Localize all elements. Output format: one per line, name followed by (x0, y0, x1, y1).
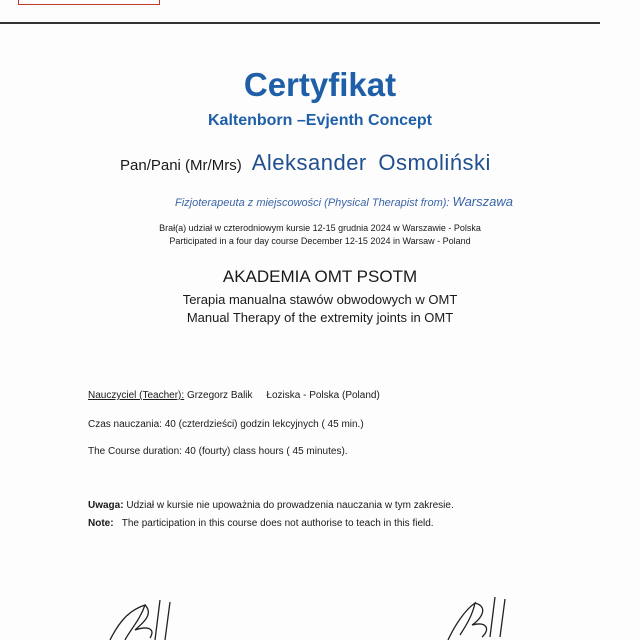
origin-row (175, 194, 513, 209)
participation-pl: Brał(a) udział w czterodniowym kursie 12-15 grudnia 2024 w Warszawie - Polska (159, 223, 481, 233)
participation-en: Participated in a four day course December 12-15 2024 in Warsaw - Poland (169, 236, 471, 246)
note-en-text: The participation in this course does not authorise to teach in this field. (121, 518, 434, 529)
origin-label: Fizjoterapeuta z miejscowości (Physical Therapist from): (175, 197, 450, 209)
note-en-label: Note: (88, 518, 114, 529)
recipient-row (120, 150, 491, 176)
note-pl (88, 500, 454, 511)
certificate-title: Certyfikat (243, 66, 397, 103)
academy-name: AKADEMIA OMT PSOTM (222, 267, 418, 286)
course-name-pl: Terapia manualna stawów obwodowych w OMT (182, 292, 458, 307)
duration-pl: Czas nauczania: 40 (czterdzieści) godzin lekcyjnych ( 45 min.) (88, 419, 364, 430)
recipient-name: Aleksander Osmoliński (251, 150, 491, 175)
signature-right (440, 595, 520, 640)
signature-left (100, 600, 180, 640)
teacher-label: Nauczyciel (Teacher): (88, 390, 185, 401)
note-pl-label: Uwaga: (88, 500, 124, 511)
teacher-value: Grzegorz Balik Łoziska - Polska (Poland) (186, 390, 380, 401)
note-pl-text: Udział w kursie nie upoważnia do prowadzenia nauczania w tym zakresie. (126, 500, 454, 511)
note-en (88, 518, 434, 529)
psotm-logo (18, 0, 160, 5)
origin-city: Warszawa (452, 194, 513, 209)
recipient-label: Pan/Pani (Mr/Mrs) (120, 157, 242, 174)
certificate-subtitle: Kaltenborn –Evjenth Concept (207, 112, 433, 129)
duration-en: The Course duration: 40 (fourty) class hours ( 45 minutes). (88, 446, 348, 457)
header-divider (0, 22, 600, 24)
teacher-row (88, 390, 380, 401)
course-name-en: Manual Therapy of the extremity joints in OMT (186, 310, 454, 325)
